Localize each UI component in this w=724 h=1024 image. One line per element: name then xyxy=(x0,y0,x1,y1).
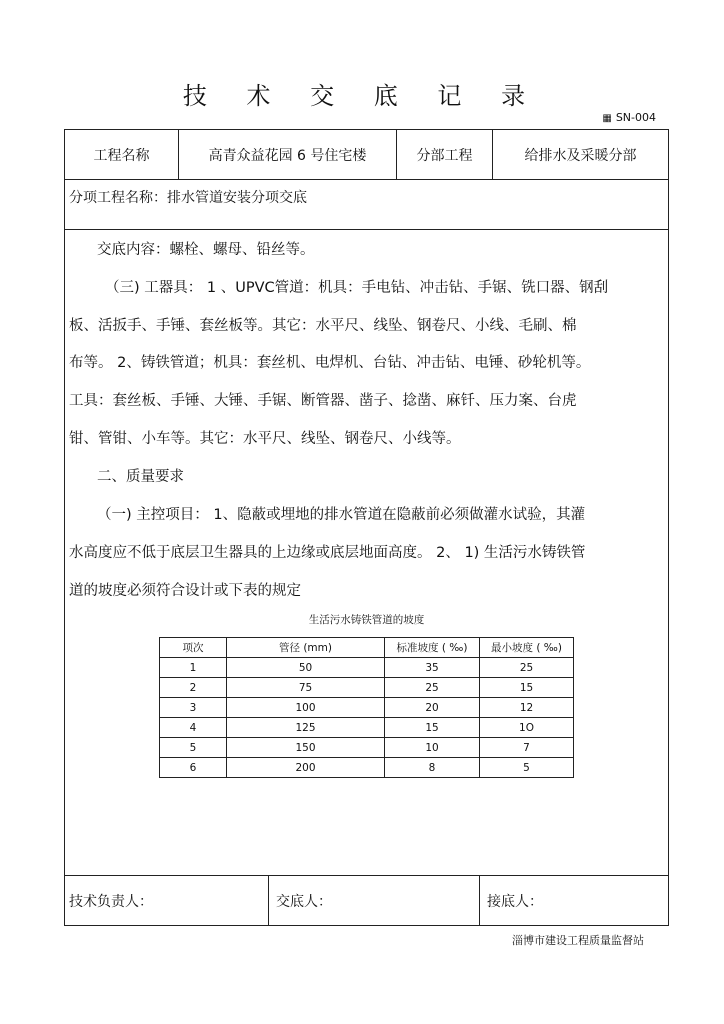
table-header-cell: 标准坡度 ( ‰) xyxy=(385,638,480,658)
doc-code-value: SN-004 xyxy=(615,111,656,124)
content-line: 布等。 2、铸铁管道；机具：套丝机、电焊机、台钻、冲击钻、电锤、砂轮机等。 xyxy=(69,355,591,371)
table-cell: 25 xyxy=(480,658,574,678)
header-row xyxy=(65,130,668,180)
slope-table xyxy=(159,637,574,778)
table-row xyxy=(160,678,574,698)
table-row xyxy=(160,738,574,758)
table-cell: 20 xyxy=(385,698,480,718)
table-cell: 150 xyxy=(227,738,385,758)
table-row xyxy=(160,698,574,718)
table-cell: 2 xyxy=(160,678,227,698)
table-cell: 15 xyxy=(480,678,574,698)
table-cell: 7 xyxy=(480,738,574,758)
table-cell: 6 xyxy=(160,758,227,778)
table-cell: 1 xyxy=(160,658,227,678)
issuing-station: 淄博市建设工程质量监督站 xyxy=(512,934,644,947)
content-line: 板、活扳手、手锤、套丝板等。其它：水平尺、线坠、钢卷尺、小线、毛刷、棉 xyxy=(69,318,577,334)
table-cell: 15 xyxy=(385,718,480,738)
content-line: 钳、管钳、小车等。其它：水平尺、线坠、钢卷尺、小线等。 xyxy=(69,431,461,447)
table-cell: 25 xyxy=(385,678,480,698)
handover-label: 交底人： xyxy=(269,876,480,926)
table-cell: 75 xyxy=(227,678,385,698)
receiver-label: 接底人： xyxy=(487,894,543,910)
table-cell: 100 xyxy=(227,698,385,718)
table-row xyxy=(160,658,574,678)
building-icon: ▦ xyxy=(602,113,612,124)
tech-lead-label: 技术负责人： xyxy=(65,876,269,926)
table-cell: 200 xyxy=(227,758,385,778)
division-value: 给排水及采暖分部 xyxy=(524,147,637,164)
table-cell: 5 xyxy=(160,738,227,758)
table-header-cell: 管径 (mm) xyxy=(227,638,385,658)
doc-code xyxy=(602,111,656,124)
table-cell: 10 xyxy=(385,738,480,758)
project-name-label: 工程名称 xyxy=(65,130,179,179)
project-name-value: 高青众益花园 6 号住宅楼 xyxy=(179,130,397,179)
signature-row xyxy=(65,875,668,926)
table-header-row xyxy=(160,638,574,658)
content-line: 道的坡度必须符合设计或下表的规定 xyxy=(69,583,301,599)
table-header-cell: 最小坡度 ( ‰) xyxy=(480,638,574,658)
content-line: 水高度应不低于底层卫生器具的上边缘或底层地面高度。 2、 1) 生活污水铸铁管 xyxy=(69,545,586,561)
table-cell: 4 xyxy=(160,718,227,738)
table-cell: 12 xyxy=(480,698,574,718)
document-title: 技 术 交 底 记 录 xyxy=(182,82,542,110)
table-cell: 8 xyxy=(385,758,480,778)
content-line: 工具：套丝板、手锤、大锤、手锯、断管器、凿子、捻凿、麻钎、压力案、台虎 xyxy=(69,393,577,409)
section-heading: 二、质量要求 xyxy=(97,469,184,485)
table-header-cell: 项次 xyxy=(160,638,227,658)
subitem-title: 分项工程名称：排水管道安装分项交底 xyxy=(69,190,307,206)
table-cell: 50 xyxy=(227,658,385,678)
table-cell: 35 xyxy=(385,658,480,678)
table-caption: 生活污水铸铁管道的坡度 xyxy=(308,614,425,626)
content-line: 交底内容：螺栓、螺母、铅丝等。 xyxy=(97,242,315,258)
content-line: （三) 工器具： 1 、UPVC管道：机具：手电钻、冲击钻、手锯、铣口器、钢刮 xyxy=(105,280,609,296)
table-row xyxy=(160,718,574,738)
table-row xyxy=(160,758,574,778)
table-cell: 1O xyxy=(480,718,574,738)
content-line: （一) 主控项目： 1、隐蔽或埋地的排水管道在隐蔽前必须做灌水试验，其灌 xyxy=(97,507,586,523)
table-cell: 5 xyxy=(480,758,574,778)
record-form xyxy=(64,129,669,926)
subitem-row xyxy=(65,179,668,230)
table-cell: 125 xyxy=(227,718,385,738)
division-label: 分部工程 xyxy=(397,130,493,179)
table-cell: 3 xyxy=(160,698,227,718)
